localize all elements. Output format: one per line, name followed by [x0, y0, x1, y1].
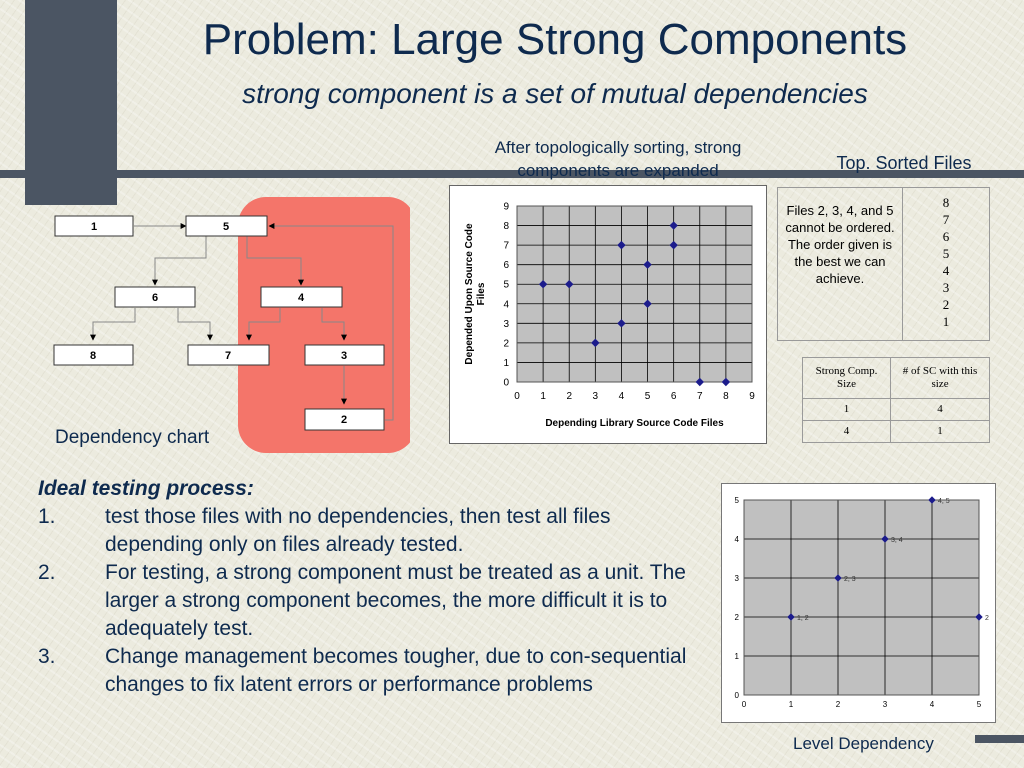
sorted-file: 7: [942, 212, 950, 227]
y-tick-label: 1: [734, 651, 739, 661]
x-tick-label: 0: [514, 391, 520, 402]
y-tick-label: 3: [503, 318, 509, 330]
y-tick-label: 2: [734, 612, 739, 622]
y-axis-label: Depended Upon Source CodeFiles: [464, 223, 487, 365]
edge-5-6: [155, 236, 206, 285]
y-tick-label: 4: [503, 299, 509, 311]
y-tick-label: 3: [734, 573, 739, 583]
node-label: 7: [224, 350, 232, 362]
list-item: [38, 503, 703, 559]
y-tick-label: 9: [503, 201, 509, 213]
x-tick-label: 7: [696, 391, 703, 402]
list-number: 3.: [38, 645, 56, 668]
node-label: 4: [297, 292, 305, 304]
table-header: Strong Comp. Size: [803, 358, 891, 399]
y-tick-label: 5: [503, 279, 509, 291]
node-label: 3: [340, 350, 348, 362]
x-tick-label: 2: [835, 700, 841, 709]
scatter-chart-frame: [449, 185, 767, 444]
top-sorted-label: Top. Sorted Files: [836, 153, 972, 173]
x-tick-label: 8: [723, 391, 729, 402]
x-tick-label: 1: [540, 391, 546, 402]
y-tick-label: 1: [503, 357, 509, 369]
y-tick-label: 4: [734, 534, 739, 544]
x-tick-label: 9: [749, 391, 755, 402]
slide-title: Problem: Large Strong Components: [202, 15, 908, 64]
list-number: 2.: [38, 561, 56, 584]
list-text: Change management becomes tougher, due to con-sequential changes to fix latent errors or performance problems: [105, 645, 687, 696]
x-tick-label: 0: [741, 700, 747, 709]
sorted-file: 2: [942, 297, 950, 312]
sorted-file: 4: [942, 263, 950, 278]
dependency-chart: [40, 195, 410, 455]
data-label: 4, 5: [938, 498, 950, 505]
node-label: 8: [89, 350, 97, 362]
sort-note: After topologically sorting, strong components are expanded: [494, 138, 742, 180]
edge-6-7: [178, 308, 210, 340]
decorative-bar-bottom: [975, 735, 1024, 743]
ideal-process-heading: Ideal testing process:: [38, 477, 254, 500]
table-cell: 1: [803, 399, 891, 421]
dependency-chart-caption: Dependency chart: [55, 427, 210, 448]
plot-area: [744, 500, 979, 695]
table-row: [803, 421, 990, 443]
sorted-file: 5: [942, 246, 950, 261]
table-cell: 4: [803, 421, 891, 443]
node-label: 2: [340, 414, 348, 426]
y-tick-label: 0: [734, 690, 739, 700]
x-tick-label: 4: [929, 700, 935, 709]
data-label: 3, 4: [891, 537, 903, 544]
node-label: 1: [90, 221, 98, 233]
table-row: [803, 399, 990, 421]
sorted-file: 8: [942, 195, 950, 210]
edge-6-8: [93, 308, 135, 340]
slide-subtitle: strong component is a set of mutual dependencies: [242, 78, 868, 109]
x-tick-label: 2: [566, 391, 573, 402]
y-tick-label: 7: [503, 240, 509, 252]
y-tick-label: 5: [734, 495, 739, 505]
data-label: 2, 3: [844, 576, 856, 583]
table-cell: 4: [891, 399, 990, 421]
node-label: 5: [222, 221, 230, 233]
list-item: [38, 643, 703, 699]
sorted-file: 3: [942, 280, 950, 295]
table-header: # of SC with this size: [891, 358, 990, 399]
x-tick-label: 1: [788, 700, 794, 709]
list-text: For testing, a strong component must be treated as a unit. The larger a strong component becomes, the more difficult it is to adequately test.: [105, 561, 686, 640]
list-item: [38, 559, 703, 643]
y-tick-label: 2: [503, 338, 509, 350]
list-text: test those files with no dependencies, then test all files depending only on files already tested.: [105, 505, 611, 556]
top-sorted-table: [777, 187, 990, 341]
data-label: 2: [985, 615, 989, 622]
scatter-chart: [450, 186, 766, 443]
sorted-file: 6: [942, 229, 950, 244]
strong-component-table: [802, 357, 990, 443]
top-sorted-note: Files 2, 3, 4, and 5 cannot be ordered. The order given is the best we can achieve.: [778, 188, 903, 341]
node-label: 6: [151, 292, 159, 304]
y-tick-label: 0: [503, 377, 509, 389]
x-tick-label: 3: [882, 700, 888, 709]
plot-area: [517, 206, 752, 382]
x-axis-label: Depending Library Source Code Files: [545, 418, 724, 429]
y-tick-label: 8: [503, 221, 509, 233]
sorted-file: 1: [942, 314, 950, 329]
data-label: 1, 2: [797, 615, 809, 622]
level-chart-frame: [721, 483, 996, 723]
table-cell: 1: [891, 421, 990, 443]
level-dependency-caption: Level Dependency: [793, 734, 934, 753]
x-tick-label: 6: [670, 391, 677, 402]
top-sorted-order: [903, 188, 990, 341]
list-number: 1.: [38, 505, 56, 528]
x-tick-label: 5: [976, 700, 982, 709]
x-tick-label: 5: [644, 391, 651, 402]
x-tick-label: 4: [618, 391, 625, 402]
level-dependency-chart: [722, 484, 995, 722]
ideal-process-list: [38, 503, 703, 699]
y-tick-label: 6: [503, 260, 509, 272]
x-tick-label: 3: [592, 391, 599, 402]
